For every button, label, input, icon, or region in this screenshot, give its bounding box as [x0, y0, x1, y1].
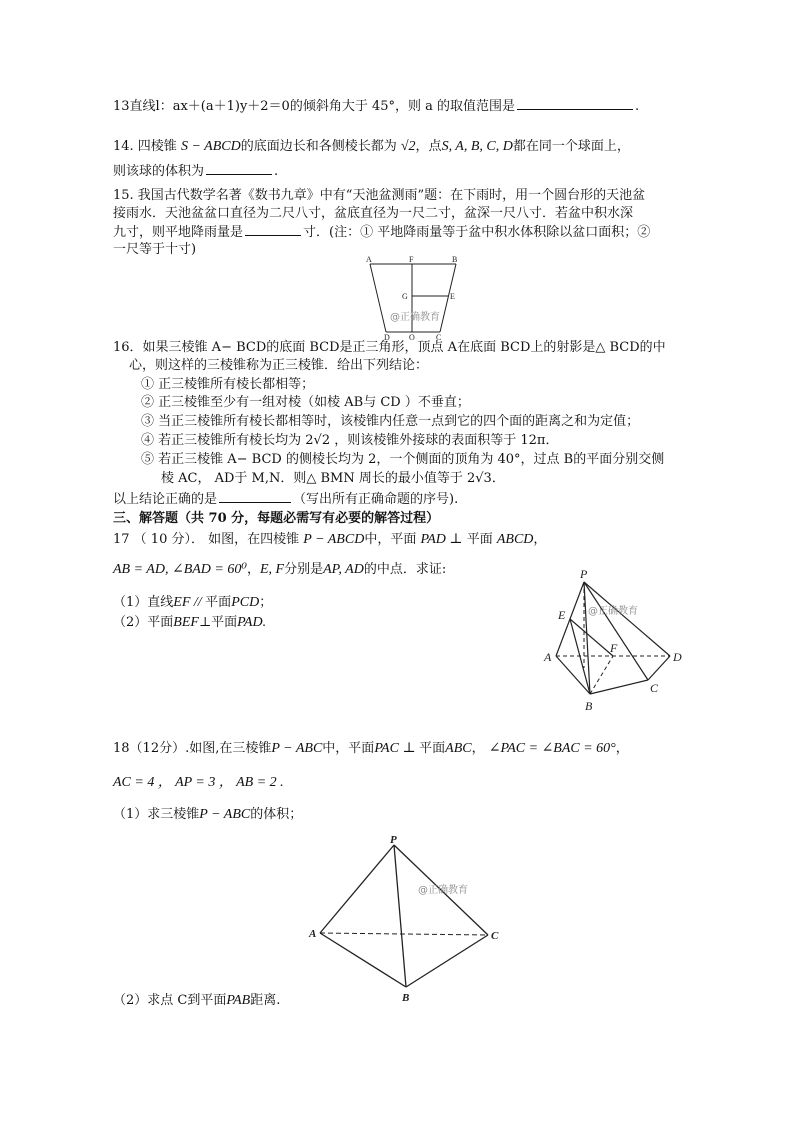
label-C: C: [436, 333, 442, 342]
q16-item-3: ③ 当正三棱锥所有棱长都相等时，该棱锥内任意一点到它的四个面的距离之和为定值；: [141, 414, 640, 429]
label-O: O: [409, 333, 415, 342]
label-P: P: [580, 567, 588, 581]
q18-part-2: （2）求点 C到平面PAB距离.: [113, 993, 281, 1008]
watermark: @正确教育: [588, 606, 638, 617]
label-C: C: [491, 930, 499, 942]
label-A: A: [309, 928, 317, 940]
question-14-line2: 则该球的体积为 .: [113, 164, 279, 179]
q13-text: 13直线l：ax＋(a＋1)y＋2＝0的倾斜角大于 45°，则 a 的取值范围是: [113, 99, 516, 114]
question-15-line1: 15. 我国古代数学名著《数书九章》中有“天池盆测雨”题：在下雨时，用一个圆台形的天池盆: [113, 188, 646, 203]
watermark: @正确教育: [418, 885, 468, 896]
label-A: A: [544, 650, 552, 664]
question-15-line3: 九寸，则平地降雨量是 寸．(注：① 平地降雨量等于盆中积水体积除以盆口面积；②: [113, 225, 651, 240]
answer-blank[interactable]: [206, 162, 272, 175]
q17-figure: [542, 568, 702, 718]
q16-item-4: ④ 若正三棱锥所有棱长均为 2√2 ，则该棱锥外接球的表面积等于 12π．: [141, 433, 559, 448]
question-13: 13直线l：ax＋(a＋1)y＋2＝0的倾斜角大于 45°，则 a 的取值范围是 .: [113, 99, 640, 114]
question-16-line1: 16．如果三棱锥 A− BCD的底面 BCD是正三角形，顶点 A在底面 BCD上的射影是△ BCD的中: [113, 340, 666, 355]
q16-item-5: ⑤ 若正三棱锥 A− BCD 的侧棱长均为 2，一个侧面的顶角为 40°，过点 B的平面分别交侧: [141, 452, 665, 467]
label-G: G: [402, 292, 408, 301]
question-14: 14. 四棱锥 S − ABCD的底面边长和各侧棱长都为 √2，点S, A, B, C, D都在同一个球面上，: [113, 139, 630, 154]
label-E: E: [450, 292, 455, 301]
label-D: D: [673, 650, 682, 664]
answer-blank[interactable]: [219, 490, 291, 503]
answer-blank[interactable]: [245, 223, 301, 236]
q18-figure: [308, 835, 518, 1005]
label-B: B: [585, 699, 593, 713]
label-P: P: [390, 834, 397, 846]
label-B: B: [452, 255, 458, 264]
question-15-line2: 接雨水．天池盆盆口直径为二尺八寸，盆底直径为一尺二寸，盆深一尺八寸．若盆中积水深: [113, 206, 634, 221]
label-E: E: [558, 608, 566, 622]
watermark: @正确教育: [390, 312, 440, 323]
q15-figure: [364, 255, 464, 342]
question-17-line2: AB = AD, ∠BAD = 60⁰，E, F分别是AP, AD的中点．求证:: [113, 562, 447, 577]
label-F: F: [409, 255, 414, 264]
section-heading: 三、解答题（共 70 分，每题必需写有必要的解答过程）: [113, 511, 440, 526]
label-F: F: [610, 641, 618, 655]
label-A: A: [366, 255, 372, 264]
question-17-line1: 17 （ 10 分）． 如图，在四棱锥 P − ABCD中，平面 PAD ⊥ 平面 ABCD，: [113, 532, 547, 547]
q17-part-1: （1）直线EF // 平面PCD；: [113, 595, 273, 610]
question-18-line2: AC = 4 ， AP = 3 ， AB = 2 .: [113, 775, 284, 790]
question-18-line1: 18（12分）.如图,在三棱锥P − ABC中，平面PAC ⊥ 平面ABC， ∠PAC = ∠BAC = 60°，: [113, 741, 629, 756]
q16-item-1: ① 正三棱锥所有棱长都相等；: [141, 377, 315, 392]
answer-blank[interactable]: [517, 97, 633, 110]
question-15-line4: 一尺等于十寸): [113, 242, 197, 257]
q16-item-5-line2: 棱 AC， AD于 M,N．则△ BMN 周长的最小值等于 2√3．: [161, 471, 505, 486]
question-16-line2: 心，则这样的三棱锥称为正三棱锥．给出下列结论：: [129, 358, 429, 373]
q16-item-2: ② 正三棱锥至少有一组对棱（如棱 AB与 CD ）不垂直；: [141, 395, 470, 410]
label-D: D: [384, 333, 390, 342]
q17-part-2: （2）平面BEF⊥平面PAD.: [113, 615, 267, 630]
q16-conclusion: 以上结论正确的是 （写出所有正确命题的序号).: [113, 492, 459, 507]
label-B: B: [402, 992, 410, 1004]
q18-part-1: （1）求三棱锥P − ABC的体积；: [113, 807, 303, 822]
label-C: C: [650, 681, 659, 695]
